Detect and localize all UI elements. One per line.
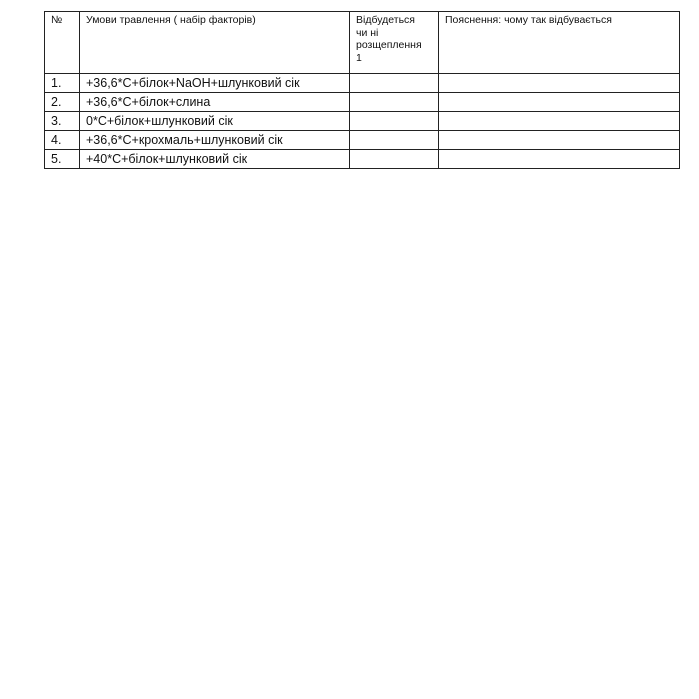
row-digestion-cell[interactable] (350, 93, 439, 112)
row-conditions: 0*С+білок+шлунковий сік (80, 112, 350, 131)
header-digestion-line: розщеплення (356, 39, 422, 51)
header-explanation: Пояснення: чому так відбувається (439, 12, 680, 74)
table-row (45, 93, 680, 112)
row-number: 2. (45, 93, 80, 112)
row-conditions: +36,6*С+білок+слина (80, 93, 350, 112)
header-digestion-line: 1 (356, 51, 362, 64)
row-number: 3. (45, 112, 80, 131)
row-number: 1. (45, 74, 80, 93)
row-explanation-cell[interactable] (439, 93, 680, 112)
row-conditions: +36,6*С+білок+NaOH+шлунковий сік (80, 74, 350, 93)
row-number: 5. (45, 150, 80, 169)
header-digestion (350, 12, 439, 74)
table-row (45, 74, 680, 93)
row-conditions: +40*С+білок+шлунковий сік (80, 150, 350, 169)
cropped-text-remnant (185, 0, 405, 2)
row-explanation-cell[interactable] (439, 112, 680, 131)
header-digestion-line: чи ні (356, 26, 379, 39)
row-digestion-cell[interactable] (350, 150, 439, 169)
table-row (45, 131, 680, 150)
row-number: 4. (45, 131, 80, 150)
row-explanation-cell[interactable] (439, 131, 680, 150)
row-conditions: +36,6*С+крохмаль+шлунковий сік (80, 131, 350, 150)
row-digestion-cell[interactable] (350, 112, 439, 131)
table-row (45, 112, 680, 131)
header-digestion-line: Відбудеться (356, 14, 415, 26)
header-number: № (45, 12, 80, 74)
row-digestion-cell[interactable] (350, 131, 439, 150)
table-row (45, 150, 680, 169)
table-header-row (45, 12, 680, 74)
header-conditions: Умови травлення ( набір факторів) (80, 12, 350, 74)
row-explanation-cell[interactable] (439, 150, 680, 169)
digestion-experiment-table (44, 11, 680, 169)
row-explanation-cell[interactable] (439, 74, 680, 93)
row-digestion-cell[interactable] (350, 74, 439, 93)
